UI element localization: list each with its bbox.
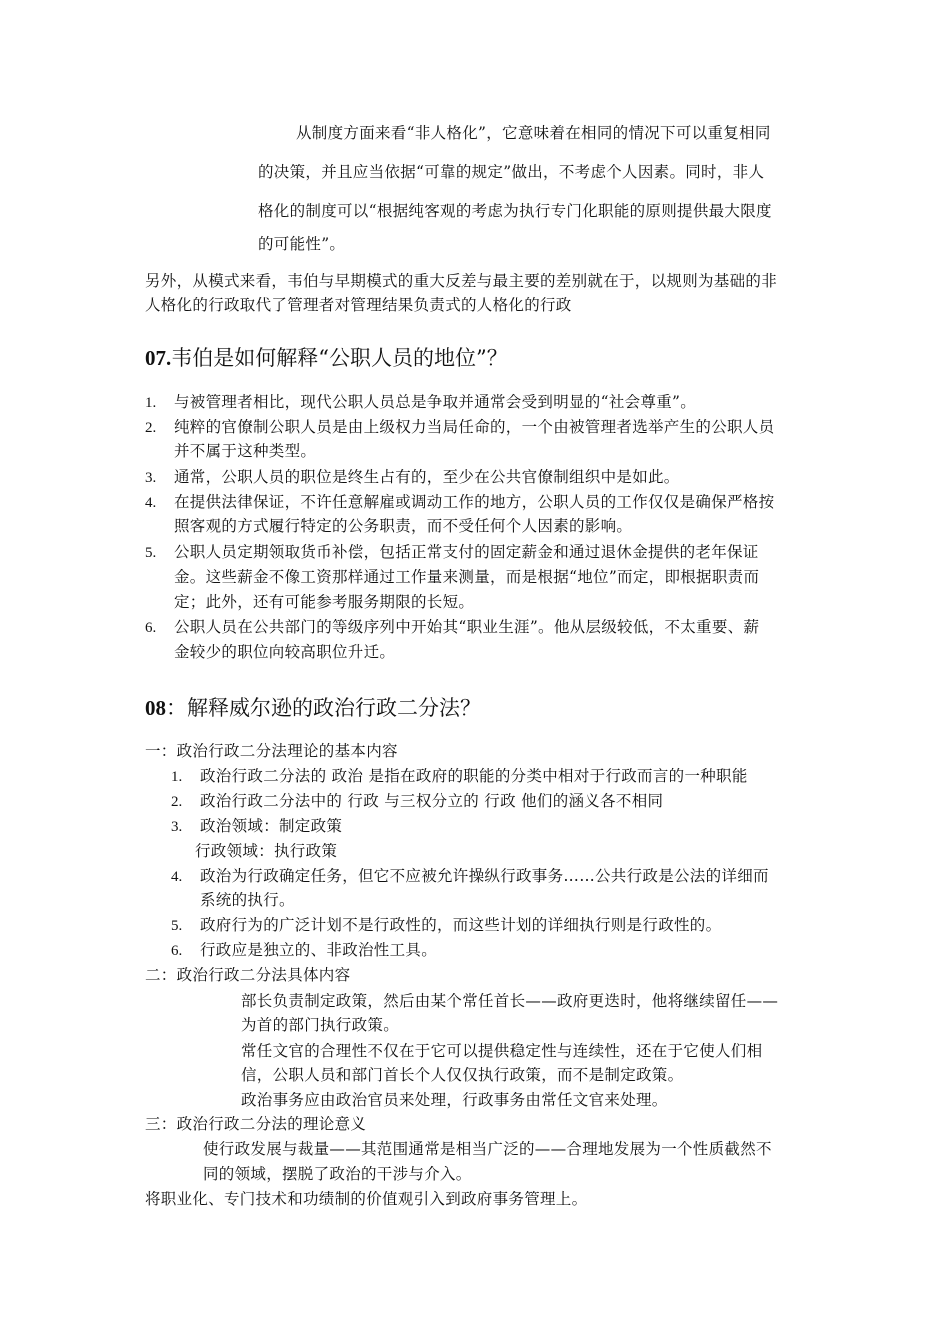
list-item-text: 纯粹的官僚制公职人员是由上级权力当局任命的，一个由被管理者选举产生的公职人员 xyxy=(174,418,775,436)
list-item-text: 在提供法律保证，不许任意解雇或调动工作的地方，公职人员的工作仅仅是确保严格按 xyxy=(174,493,775,511)
list-item-text: 照客观的方式履行特定的公务职责，而不受任何个人因素的影响。 xyxy=(174,517,633,535)
list-item-text: 行政应是独立的、非政治性工具。 xyxy=(200,941,438,959)
list-item-number: 2. xyxy=(145,420,157,436)
part-line: 为首的部门执行政策。 xyxy=(241,1016,400,1034)
quote-line: 的决策，并且应当依据“可靠的规定”做出，不考虑个人因素。同时，非人 xyxy=(258,163,765,181)
quote-line: 的可能性”。 xyxy=(258,235,346,253)
list-item-number: 3. xyxy=(171,819,183,835)
part-label: 一：政治行政二分法理论的基本内容 xyxy=(145,742,398,760)
list-item-text: 行政领域：执行政策 xyxy=(195,842,338,860)
final-line: 将职业化、专门技术和功绩制的价值观引入到政府事务管理上。 xyxy=(145,1190,588,1208)
list-item-text: 通常，公职人员的职位是终生占有的，至少在公共官僚制组织中是如此。 xyxy=(174,468,680,486)
list-item-number: 6. xyxy=(145,620,157,636)
quote-line: 格化的制度可以“根据纯客观的考虑为执行专门化职能的原则提供最大限度 xyxy=(258,202,772,220)
list-item-text: 公职人员在公共部门的等级序列中开始其“职业生涯”。他从层级较低，不太重要、薪 xyxy=(174,618,760,636)
list-item-text: 金较少的职位向较高职位升迁。 xyxy=(174,643,396,661)
quote-line: 从制度方面来看“非人格化”，它意味着在相同的情况下可以重复相同 xyxy=(296,124,771,142)
list-item-number: 5. xyxy=(171,918,183,934)
list-item-text: 政治行政二分法的 政治 是指在政府的职能的分类中相对于行政而言的一种职能 xyxy=(200,767,748,785)
part-line: 部长负责制定政策，然后由某个常任首长——政府更迭时，他将继续留任—— xyxy=(241,992,779,1010)
list-item-text: 政治领域：制定政策 xyxy=(200,817,343,835)
section-number: 08 xyxy=(145,696,166,720)
list-item-number: 5. xyxy=(145,545,157,561)
list-item-text: 金。这些薪金不像工资那样通过工作量来测量，而是根据“地位”而定，即根据职责而 xyxy=(174,568,760,586)
section-heading-08 xyxy=(145,693,481,723)
list-item-text: 与被管理者相比，现代公职人员总是争取并通常会受到明显的“社会尊重”。 xyxy=(174,393,697,411)
part-line: 政治事务应由政治官员来处理，行政事务由常任文官来处理。 xyxy=(241,1091,668,1109)
paragraph-line: 另外，从模式来看，韦伯与早期模式的重大反差与最主要的差别就在于，以规则为基础的非 xyxy=(145,272,778,290)
list-item-number: 6. xyxy=(171,943,183,959)
list-item-number: 2. xyxy=(171,794,183,810)
list-item-number: 3. xyxy=(145,470,157,486)
list-item-text: 公职人员定期领取货币补偿，包括正常支付的固定薪金和通过退休金提供的老年保证 xyxy=(174,543,759,561)
part-label: 三：政治行政二分法的理论意义 xyxy=(145,1115,367,1133)
list-item-text: 政治为行政确定任务，但它不应被允许操纵行政事务……公共行政是公法的详细而 xyxy=(200,867,769,885)
section-heading-07 xyxy=(145,343,508,373)
section-number: 07. xyxy=(145,346,172,370)
list-item-number: 4. xyxy=(171,869,183,885)
list-item-text: 系统的执行。 xyxy=(200,891,295,909)
list-item-text: 政府行为的广泛计划不是行政性的，而这些计划的详细执行则是行政性的。 xyxy=(200,916,722,934)
part-line: 常任文官的合理性不仅在于它可以提供稳定性与连续性，还在于它使人们相 xyxy=(241,1042,763,1060)
section-title: 韦伯是如何解释“公职人员的地位”？ xyxy=(171,346,508,370)
part-line: 信，公职人员和部门首长个人仅仅执行政策，而不是制定政策。 xyxy=(241,1066,684,1084)
list-item-number: 4. xyxy=(145,495,157,511)
list-item-number: 1. xyxy=(171,769,183,785)
paragraph-line: 人格化的行政取代了管理者对管理结果负责式的人格化的行政 xyxy=(145,296,572,314)
part-label: 二：政治行政二分法具体内容 xyxy=(145,966,351,984)
section-title: ：解释威尔逊的政治行政二分法？ xyxy=(166,696,481,720)
list-item-number: 1. xyxy=(145,395,157,411)
list-item-text: 并不属于这种类型。 xyxy=(174,442,317,460)
part-line: 使行政发展与裁量——其范围通常是相当广泛的——合理地发展为一个性质截然不 xyxy=(203,1140,772,1158)
list-item-text: 政治行政二分法中的 行政 与三权分立的 行政 他们的涵义各不相同 xyxy=(200,792,664,810)
part-line: 同的领域，摆脱了政治的干涉与介入。 xyxy=(203,1165,472,1183)
list-item-text: 定；此外，还有可能参考服务期限的长短。 xyxy=(174,593,475,611)
